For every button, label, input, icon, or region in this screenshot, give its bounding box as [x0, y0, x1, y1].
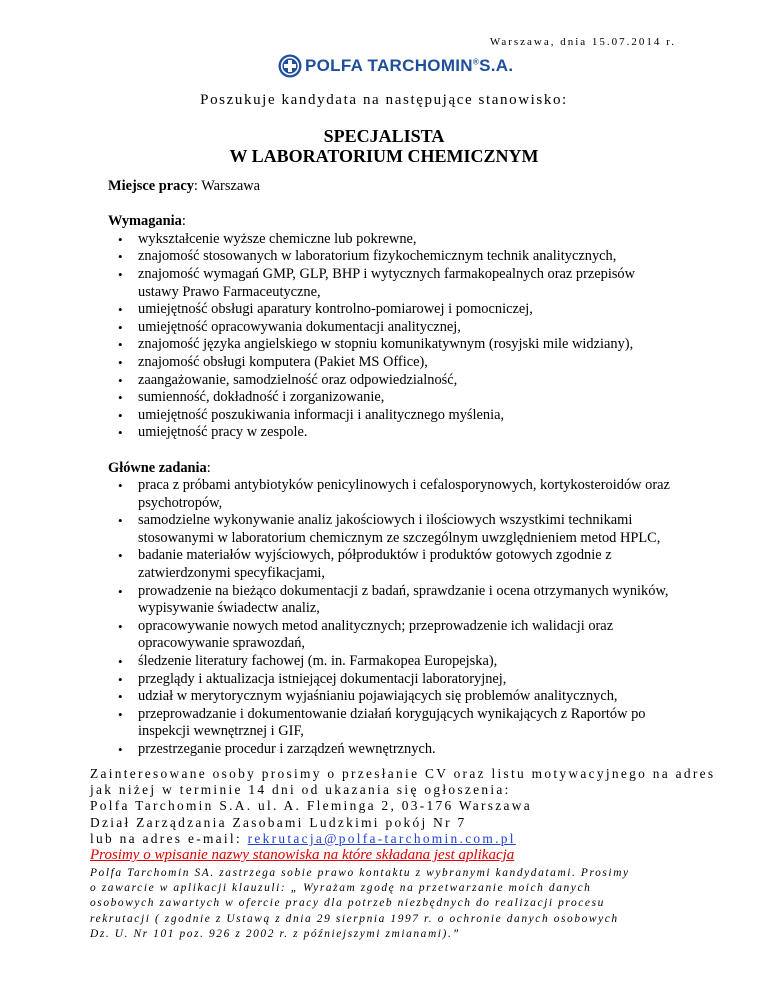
- tasks-section: [108, 460, 678, 759]
- list-item: • znajomość stosowanych w laboratorium fizykochemicznym technik analitycznych,: [108, 248, 678, 266]
- consent-line: o zawarcie w aplikacji klauzuli: „ Wyrażam zgodę na przetwarzanie moich danych: [90, 882, 592, 895]
- list-item: • znajomość języka angielskiego w stopniu komunikatywnym (rosyjski mile widziany),: [108, 336, 678, 354]
- contact-department: Dział Zarządzania Zasobami Ludzkimi pokój Nr 7: [90, 814, 467, 830]
- list-item: • sumienność, dokładność i zorganizowanie,: [108, 389, 678, 407]
- contact-line: Zainteresowane osoby prosimy o przesłanie CV oraz listu motywacyjnego na adres: [90, 766, 716, 781]
- list-item: • zaangażowanie, samodzielność oraz odpowiedzialność,: [108, 372, 678, 390]
- location-line: [108, 178, 678, 196]
- consent-line: rekrutacji ( zgodnie z Ustawą z dnia 29 sierpnia 1997 r. o ochronie danych osobowych: [90, 912, 619, 925]
- document-body: [108, 178, 678, 759]
- location-label: Miejsce pracy: [108, 178, 194, 194]
- requirements-heading: Wymagania:: [108, 213, 186, 230]
- tasks-label: Główne zadania: [108, 459, 207, 476]
- position-title-line1: SPECJALISTA: [323, 126, 445, 146]
- list-item: • umiejętność obsługi aparatury kontrolno-pomiarowej i pomocniczej,: [108, 301, 678, 319]
- list-item: • znajomość obsługi komputera (Pakiet MS Office),: [108, 354, 678, 372]
- consent-clause: [90, 866, 690, 942]
- list-item: • badanie materiałów wyjściowych, półproduktów i produktów gotowych zgodnie z zatwierdzonymi specyfikacjami,: [108, 547, 678, 582]
- list-item: • umiejętność opracowywania dokumentacji analitycznej,: [108, 319, 678, 337]
- consent-line: Polfa Tarchomin SA. zastrzega sobie prawo kontaktu z wybranymi kandydatami. Prosimy: [90, 867, 630, 879]
- requirements-list: [108, 231, 678, 442]
- company-logo: [278, 54, 513, 78]
- list-item: • udział w merytorycznym wyjaśnianiu pojawiających się problemów analitycznych,: [108, 688, 678, 706]
- contact-address: Polfa Tarchomin S.A. ul. A. Fleminga 2, 03-176 Warszawa: [90, 798, 532, 814]
- location-value: : Warszawa: [193, 178, 261, 194]
- application-request-note: Prosimy o wpisanie nazwy stanowiska na które składana jest aplikacja: [90, 847, 515, 864]
- list-item: • praca z próbami antybiotyków penicylinowych i cefalosporynowych, kortykosteroidów oraz psychotropów,: [108, 477, 678, 512]
- list-item: • przeprowadzanie i dokumentowanie działań korygujących wynikających z Raportów po inspekcji wewnętrznej i GIF,: [108, 706, 678, 741]
- requirements-section: [108, 213, 678, 442]
- polfa-cross-icon: [278, 54, 302, 78]
- consent-line: Dz. U. Nr 101 poz. 926 z 2002 r. z późniejszymi zmianami).”: [90, 927, 461, 940]
- document-date: Warszawa, dnia 15.07.2014 r.: [489, 36, 676, 48]
- list-item: • przeglądy i aktualizacja istniejącej dokumentacji laboratoryjnej,: [108, 671, 678, 689]
- list-item: • prowadzenie na bieżąco dokumentacji z badań, sprawdzanie i ocena otrzymanych wyników, wypisywanie świadectw analiz,: [108, 583, 678, 618]
- intro-text: Poszukuje kandydata na następujące stanowisko:: [200, 92, 568, 108]
- list-item: • wykształcenie wyższe chemiczne lub pokrewne,: [108, 231, 678, 249]
- tasks-list: [108, 477, 678, 759]
- list-item: • przestrzeganie procedur i zarządzeń wewnętrznych.: [108, 741, 678, 759]
- email-link[interactable]: rekrutacja@polfa-tarchomin.com.pl: [247, 830, 516, 846]
- contact-line: jak niżej w terminie 14 dni od ukazania się ogłoszenia:: [90, 782, 511, 798]
- list-item: • samodzielne wykonywanie analiz jakościowych i ilościowych wszystkimi technikami stosowanymi w laboratorium chemicznym ze szczególnym uwzględnieniem metod HPLC,: [108, 512, 678, 547]
- requirements-label: Wymagania: [108, 213, 182, 230]
- tasks-heading: Główne zadania:: [108, 459, 211, 476]
- position-title-line2: W LABORATORIUM CHEMICZNYM: [229, 146, 539, 166]
- consent-line: osobowych zawartych w ofercie pracy dla potrzeb niezbędnych do realizacji procesu: [90, 897, 605, 910]
- list-item: • umiejętność pracy w zespole.: [108, 424, 678, 442]
- list-item: • umiejętność poszukiwania informacji i analitycznego myślenia,: [108, 407, 678, 425]
- list-item: • znajomość wymagań GMP, GLP, BHP i wytycznych farmakopealnych oraz przepisów ustawy Prawo Farmaceutyczne,: [108, 266, 678, 301]
- logo-wordmark: POLFA TARCHOMIN®S.A.: [305, 56, 514, 75]
- list-item: • śledzenie literatury fachowej (m. in. Farmakopea Europejska),: [108, 653, 678, 671]
- list-item: • opracowywanie nowych metod analitycznych; przeprowadzenie ich walidacji oraz opracowywanie sprawozdań,: [108, 618, 678, 653]
- contact-block: [90, 766, 716, 864]
- contact-email-line: lub na adres e-mail: rekrutacja@polfa-tarchomin.com.pl: [90, 830, 516, 846]
- position-title: [0, 126, 768, 166]
